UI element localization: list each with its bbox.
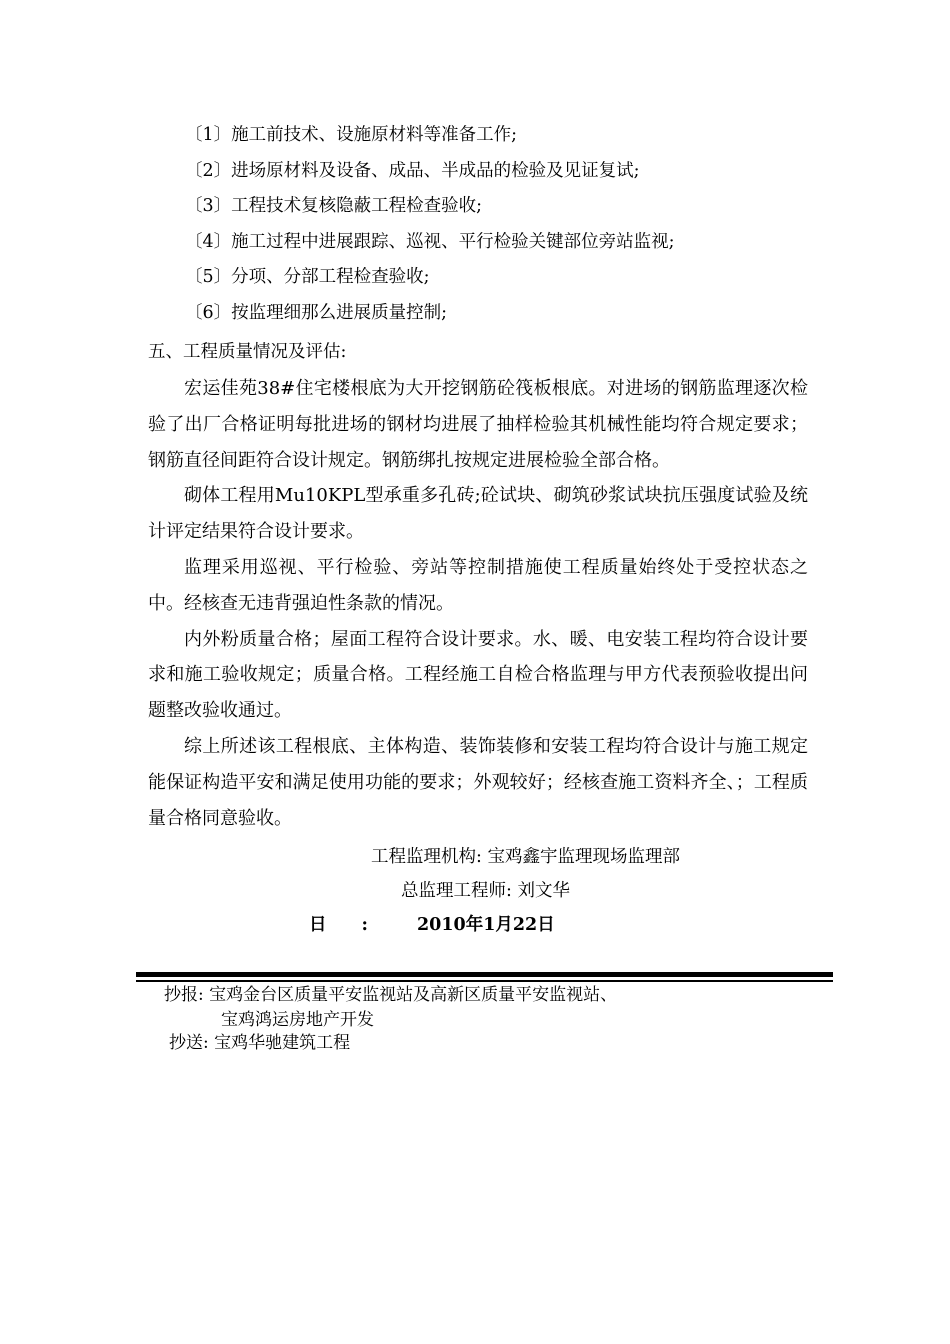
procedure-item-3: 〔3〕工程技术复核隐蔽工程检查验收;: [185, 196, 483, 216]
signature-date: [309, 910, 555, 940]
paragraph-foundation: 宏运佳苑38#住宅楼根底为大开挖钢筋砼筏板根底。对进场的钢筋监理逐次检验了出厂合格证明每批进场的钢材均进展了抽样检验其机械性能均符合规定要求；钢筋直径间距符合设计规定。钢筋绑扎按规定进展检验全部合格。: [148, 378, 808, 471]
procedure-item-4: 〔4〕施工过程中进展跟踪、巡视、平行检验关键部位旁站监视;: [185, 231, 675, 252]
paragraph-supervision-measures: 监理采用巡视、平行检验、旁站等控制措施使工程质量始终处于受控状态之中。经核查无违背强迫性条款的情况。: [148, 556, 808, 614]
procedure-item-2: 〔2〕进场原材料及设备、成品、半成品的检验及见证复试;: [185, 160, 640, 181]
copy-to-line: 抄送: 宝鸡华驰建筑工程: [169, 1033, 351, 1053]
chief-supervisor: 总监理工程师: 刘文华: [401, 881, 570, 901]
assessment-body: [148, 371, 808, 836]
paragraph-masonry: 砌体工程用Mu10KPL型承重多孔砖;砼试块、砌筑砂浆试块抗压强度试验及统计评定结果符合设计要求。: [148, 485, 808, 543]
section-heading-quality-assessment: 五、工程质量情况及评估:: [148, 342, 347, 362]
procedure-item-6: 〔6〕按监理细那么进展质量控制;: [185, 302, 448, 323]
date-label: 日 :: [309, 915, 368, 935]
supervision-procedures-list: [185, 118, 825, 331]
report-to-line-2: 宝鸡鸿运房地产开发: [221, 1010, 374, 1030]
paragraph-conclusion: 综上所述该工程根底、主体构造、装饰装修和安装工程均符合设计与施工规定能保证构造平安和满足使用功能的要求；外观较好；经核查施工资料齐全、；工程质量合格同意验收。: [148, 735, 808, 829]
procedure-item-1: 〔1〕施工前技术、设施原材料等准备工作;: [185, 125, 518, 145]
procedure-item-5: 〔5〕分项、分部工程检查验收;: [185, 267, 430, 287]
divider-thick: [136, 972, 833, 977]
paragraph-finishes-installation: 内外粉质量合格；屋面工程符合设计要求。水、暖、电安装工程均符合设计要求和施工验收规定；质量合格。工程经施工自检合格监理与甲方代表预验收提出问题整改验收通过。: [148, 628, 808, 722]
date-value: 2010年1月22日: [417, 915, 555, 935]
report-to-line-1: 抄报: 宝鸡金台区质量平安监视站及高新区质量平安监视站、: [164, 985, 618, 1005]
supervision-organization: 工程监理机构: 宝鸡鑫宇监理现场监理部: [371, 847, 680, 867]
